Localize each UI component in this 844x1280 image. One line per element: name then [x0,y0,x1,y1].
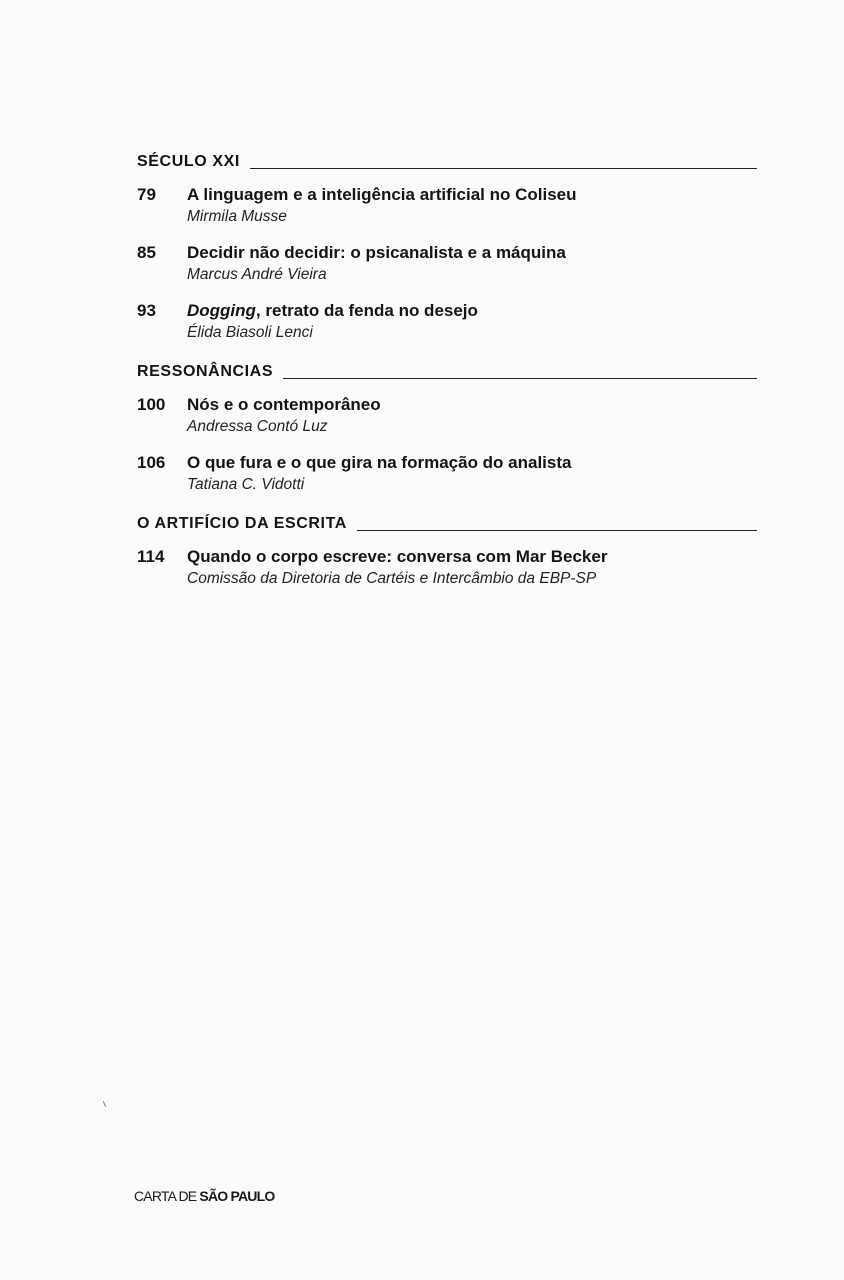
entry-body [187,242,757,286]
entry-author: Andressa Contó Luz [187,418,328,435]
entry-title [187,300,757,322]
page-number: 100 [137,395,166,414]
toc-entry[interactable] [137,300,757,344]
entry-body [187,300,757,344]
section-header [137,358,757,382]
toc-entry[interactable] [137,394,757,438]
entry-title: A linguagem e a inteligência artificial no Coliseu [187,185,577,204]
entry-author: Tatiana C. Vidotti [187,476,305,493]
section-header [137,148,757,172]
entry-title-italic: Dogging [187,301,256,320]
entry-body [187,184,757,228]
entry-title: Quando o corpo escreve: conversa com Mar Becker [187,547,608,566]
page-number: 106 [137,453,166,472]
section-divider [357,530,757,531]
section-title: O ARTIFÍCIO DA ESCRITA [137,515,347,532]
footer-publication-prefix: CARTA DE [134,1188,197,1204]
entry-title: Decidir não decidir: o psicanalista e a máquina [187,243,566,262]
section-divider [283,378,757,379]
entry-body [187,394,757,438]
section-artificio-da-escrita [137,510,757,590]
entry-body [187,452,757,496]
publication-footer [134,1187,274,1205]
entry-title: Nós e o contemporâneo [187,395,381,414]
entry-author: Comissão da Diretoria de Cartéis e Intercâmbio da EBP-SP [187,570,597,587]
section-ressonancias [137,358,757,496]
section-divider [250,168,757,169]
entry-title-rest: , retrato da fenda no desejo [255,301,478,320]
toc-entry[interactable] [137,546,757,590]
section-title: SÉCULO XXI [137,153,240,170]
page-number: 85 [137,243,156,262]
paper-speck [103,1101,106,1107]
section-seculo-xxi [137,148,757,344]
entry-author: Marcus André Vieira [187,266,327,283]
table-of-contents [137,148,757,604]
entry-author: Mirmila Musse [187,208,287,225]
entry-body [187,546,757,590]
section-header [137,510,757,534]
entry-title: O que fura e o que gira na formação do analista [187,453,572,472]
toc-entry[interactable] [137,184,757,228]
page-number: 93 [137,301,156,320]
toc-entry[interactable] [137,452,757,496]
page-number: 79 [137,185,156,204]
footer-publication-city: SÃO PAULO [199,1188,275,1204]
entry-author: Élida Biasoli Lenci [187,324,313,341]
section-title: RESSONÂNCIAS [137,363,274,380]
page-number: 114 [137,547,165,566]
toc-entry[interactable] [137,242,757,286]
